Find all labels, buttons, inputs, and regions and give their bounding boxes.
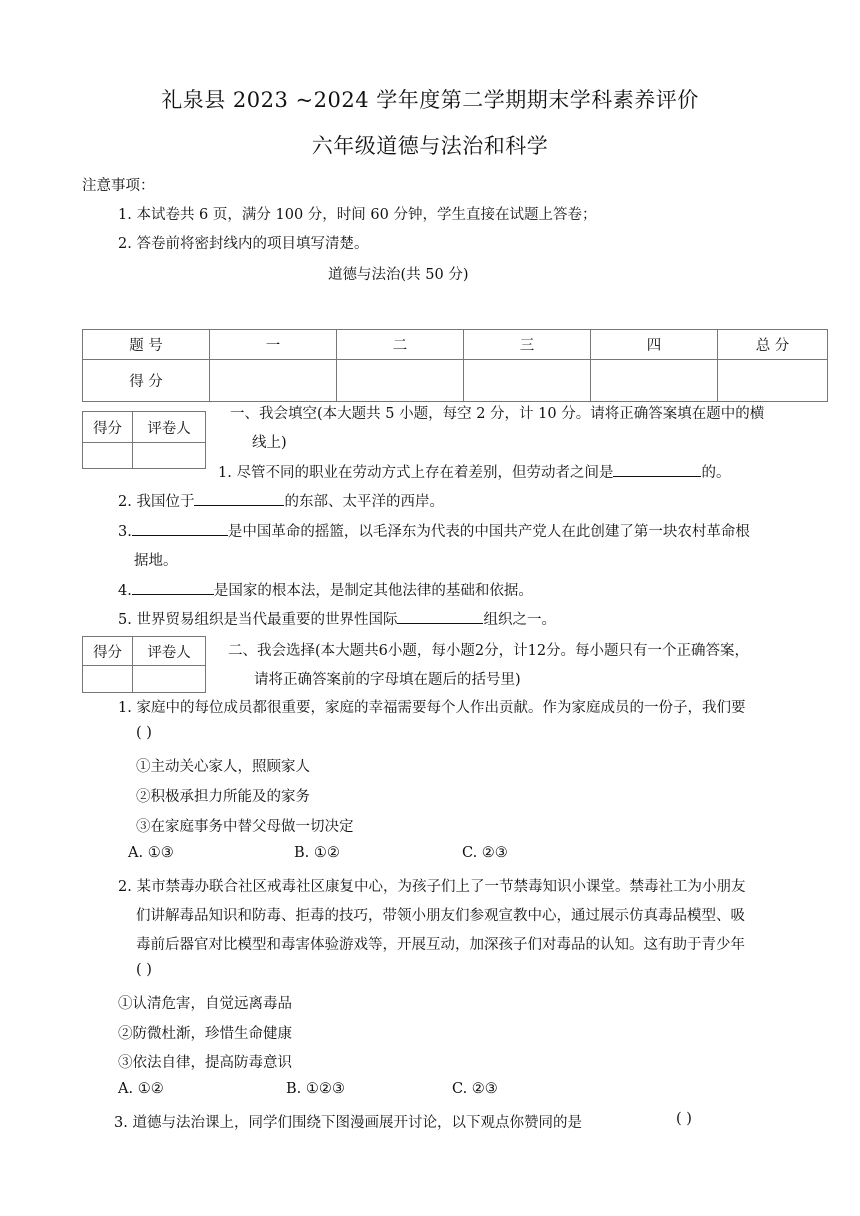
score-table-header: 二 [337, 330, 464, 360]
option-statement: ③在家庭事务中替父母做一切决定 [136, 819, 354, 835]
exam-subtitle: 六年级道德与法治和科学 [311, 134, 549, 158]
notice-item: 2. 答卷前将密封线内的项目填写清楚。 [118, 236, 369, 252]
answer-blank[interactable] [132, 521, 228, 536]
score-cell[interactable] [718, 360, 828, 402]
grader-name-label: 评卷人 [133, 412, 206, 443]
option-statement: ②积极承担力所能及的家务 [136, 789, 310, 805]
score-cell[interactable] [464, 360, 591, 402]
option-statement: ②防微杜渐，珍惜生命健康 [118, 1026, 292, 1042]
score-cell[interactable] [591, 360, 718, 402]
answer-blank[interactable] [613, 462, 701, 477]
grader-name-label: 评卷人 [133, 637, 206, 666]
part1-heading-cont: 线上) [252, 435, 287, 451]
fill-question-4: 4. 是国家的根本法，是制定其他法律的基础和依据。 [118, 579, 533, 600]
grader-name-cell[interactable] [133, 666, 206, 693]
section-title: 道德与法治(共 50 分) [328, 267, 469, 283]
grader-score-label: 得分 [83, 412, 133, 443]
part1-heading: 一、我会填空(本大题共 5 小题，每空 2 分，计 10 分。请将正确答案填在题中的横 [230, 406, 765, 422]
grader-box [82, 411, 206, 469]
answer-paren[interactable]: ( ) [136, 725, 152, 741]
fill-question-1: 1. 尽管不同的职业在劳动方式上存在着差别，但劳动者之间是 的。 [218, 461, 730, 482]
notice-heading: 注意事项： [82, 178, 155, 194]
grader-box [82, 636, 206, 693]
score-row-label: 得 分 [83, 360, 210, 402]
part2-heading-cont: 请将正确答案前的字母填在题后的括号里) [254, 672, 521, 688]
answer-paren[interactable]: ( ) [676, 1111, 692, 1127]
fill-question-3: 3. 是中国革命的摇篮，以毛泽东为代表的中国共产党人在此创建了第一块农村革命根 [118, 520, 750, 541]
choice-c[interactable]: C. ②③ [452, 1081, 498, 1097]
choice-question-1-stem: 1. 家庭中的每位成员都很重要，家庭的幸福需要每个人作出贡献。作为家庭成员的一份子，我们要 [118, 700, 746, 716]
answer-blank[interactable] [397, 609, 483, 624]
notice-item: 1. 本试卷共 6 页，满分 100 分，时间 60 分钟，学生直接在试题上答卷； [118, 207, 597, 223]
option-statement: ①认清危害，自觉远离毒品 [118, 996, 292, 1012]
score-cell[interactable] [337, 360, 464, 402]
fill-question-2: 2. 我国位于 的东部、太平洋的西岸。 [118, 490, 444, 511]
grader-score-cell[interactable] [83, 443, 133, 469]
option-statement: ①主动关心家人，照顾家人 [136, 759, 310, 775]
answer-paren[interactable]: ( ) [136, 962, 152, 978]
choice-question-2-stem-cont: 毒前后器官对比模型和毒害体验游戏等，开展互动，加深孩子们对毒品的认知。这有助于青少年 [136, 937, 745, 953]
score-table-header: 一 [210, 330, 337, 360]
score-table-header: 题 号 [83, 330, 210, 360]
fill-question-3-cont: 据地。 [134, 553, 178, 569]
grader-name-cell[interactable] [133, 443, 206, 469]
choice-a[interactable]: A. ①② [118, 1081, 164, 1097]
choice-b[interactable]: B. ①②③ [286, 1081, 345, 1097]
choice-question-2-stem-cont: 们讲解毒品知识和防毒、拒毒的技巧，带领小朋友们参观宣教中心，通过展示仿真毒品模型、吸 [136, 908, 745, 924]
score-table-header: 四 [591, 330, 718, 360]
exam-title: 礼泉县 2023 ~2024 学年度第二学期期末学科素养评价 [161, 88, 699, 112]
answer-blank[interactable] [132, 580, 214, 595]
answer-blank[interactable] [194, 491, 284, 506]
grader-score-cell[interactable] [83, 666, 133, 693]
score-table-header: 总 分 [718, 330, 828, 360]
score-table-header: 三 [464, 330, 591, 360]
choice-question-3-stem: 3. 道德与法治课上，同学们围绕下图漫画展开讨论，以下观点你赞同的是 [114, 1115, 582, 1131]
choice-a[interactable]: A. ①③ [128, 845, 174, 861]
choice-question-2-stem: 2. 某市禁毒办联合社区戒毒社区康复中心，为孩子们上了一节禁毒知识小课堂。禁毒社工为小朋友 [118, 879, 746, 895]
fill-question-5: 5. 世界贸易组织是当代最重要的世界性国际 组织之一。 [118, 608, 556, 629]
choice-c[interactable]: C. ②③ [462, 845, 508, 861]
choice-b[interactable]: B. ①② [294, 845, 340, 861]
score-table [82, 329, 828, 402]
part2-heading: 二、我会选择(本大题共6小题，每小题2分，计12分。每小题只有一个正确答案， [228, 643, 750, 659]
score-cell[interactable] [210, 360, 337, 402]
grader-score-label: 得分 [83, 637, 133, 666]
option-statement: ③依法自律，提高防毒意识 [118, 1055, 292, 1071]
